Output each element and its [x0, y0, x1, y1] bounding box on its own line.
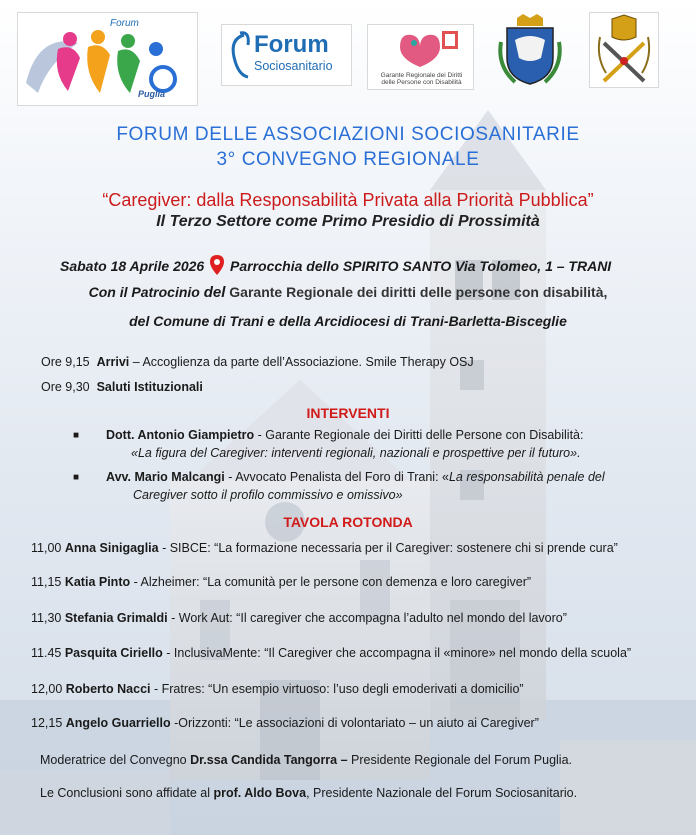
schedule-item-arrivi: Ore 9,15 Arrivi – Accoglienza da parte dell’Associazione. Smile Therapy OSJ [41, 355, 474, 369]
interventi-heading: INTERVENTI [306, 405, 390, 421]
event-theme: “Caregiver: dalla Responsabilità Privata alla Priorità Pubblica” [102, 190, 594, 210]
arcidiocesi-crest [589, 12, 659, 88]
tavola-row: 11.45 Pasquita Ciriello - InclusivaMente: “Il Caregiver che accompagna il «minore» nel mondo della scuola” [31, 646, 632, 660]
schedule-item-saluti: Ore 9,30 Saluti Istituzionali [41, 380, 203, 394]
forum-puglia-logo-text: Forum [110, 18, 139, 29]
event-venue: Parrocchia dello SPIRITO SANTO Via Tolomeo, 1 – TRANI [230, 258, 612, 274]
event-subtheme: Il Terzo Settore come Primo Presidio di Prossimità [156, 213, 540, 230]
bullet-icon: ■ [73, 472, 80, 483]
tavola-row: 11,15 Katia Pinto - Alzheimer: “La comunità per le persone con demenza e loro caregiver” [31, 575, 532, 589]
moderator-line: Moderatrice del Convegno Dr.ssa Candida Tangorra – Presidente Regionale del Forum Puglia. [40, 753, 572, 767]
patronage-line1: Con il Patrocinio del Garante Regionale dei diritti delle persone con disabilità, [88, 284, 608, 301]
tavola-row: 11,00 Anna Sinigaglia - SIBCE: “La formazione necessaria per il Caregiver: sostenere chi si prende cura” [31, 541, 618, 555]
intervento-giampietro: Dott. Antonio Giampietro - Garante Regionale dei Diritti delle Persone con Disabilità: «La figura del Caregiver: interventi regionali, nazionali e prospettive per il futuro». [106, 428, 584, 460]
intervento-malcangi: Avv. Mario Malcangi - Avvocato Penalista del Foro di Trani: «La responsabilità penale del Caregiver sotto il profilo commissivo e omissivo» [106, 470, 605, 502]
tavola-row: 12,15 Angelo Guarriello -Orizzonti: “Le associazioni di volontariato – un aiuto ai Caregiver” [31, 716, 539, 730]
patronage-line2: del Comune di Trani e della Arcidiocesi di Trani-Barletta-Bisceglie [129, 313, 567, 329]
event-title-line1: FORUM DELLE ASSOCIAZIONI SOCIOSANITARIE [116, 124, 580, 145]
forum-sociosanitario-logo-subtitle: Sociosanitario [254, 59, 333, 73]
garante-regionale-logo [367, 24, 474, 90]
bullet-icon: ■ [73, 430, 80, 441]
location-pin-icon [210, 255, 224, 275]
forum-puglia-logo [17, 12, 198, 106]
comune-trani-crest [495, 12, 565, 88]
event-date: Sabato 18 Aprile 2026 [60, 258, 205, 274]
tavola-row: 12,00 Roberto Nacci - Fratres: “Un esempio virtuoso: l’uso degli emoderivati a domicilio” [31, 682, 524, 696]
event-date-venue [60, 255, 611, 275]
tavola-row: 11,30 Stefania Grimaldi - Work Aut: “Il caregiver che accompagna l’adulto nel mondo del lavoro” [31, 611, 567, 625]
forum-puglia-logo-region: Puglia [138, 89, 166, 99]
event-title-line2: 3° CONVEGNO REGIONALE [216, 149, 480, 170]
tavola-rotonda-heading: TAVOLA ROTONDA [283, 514, 413, 530]
forum-sociosanitario-logo [221, 24, 352, 86]
forum-sociosanitario-logo-title: Forum [254, 31, 329, 58]
conclusion-line: Le Conclusioni sono affidate al prof. Aldo Bova, Presidente Nazionale del Forum Sociosanitario. [40, 786, 578, 800]
garante-regionale-logo-text: Garante Regionale dei Diritti delle Persone con Disabilità [380, 72, 463, 86]
